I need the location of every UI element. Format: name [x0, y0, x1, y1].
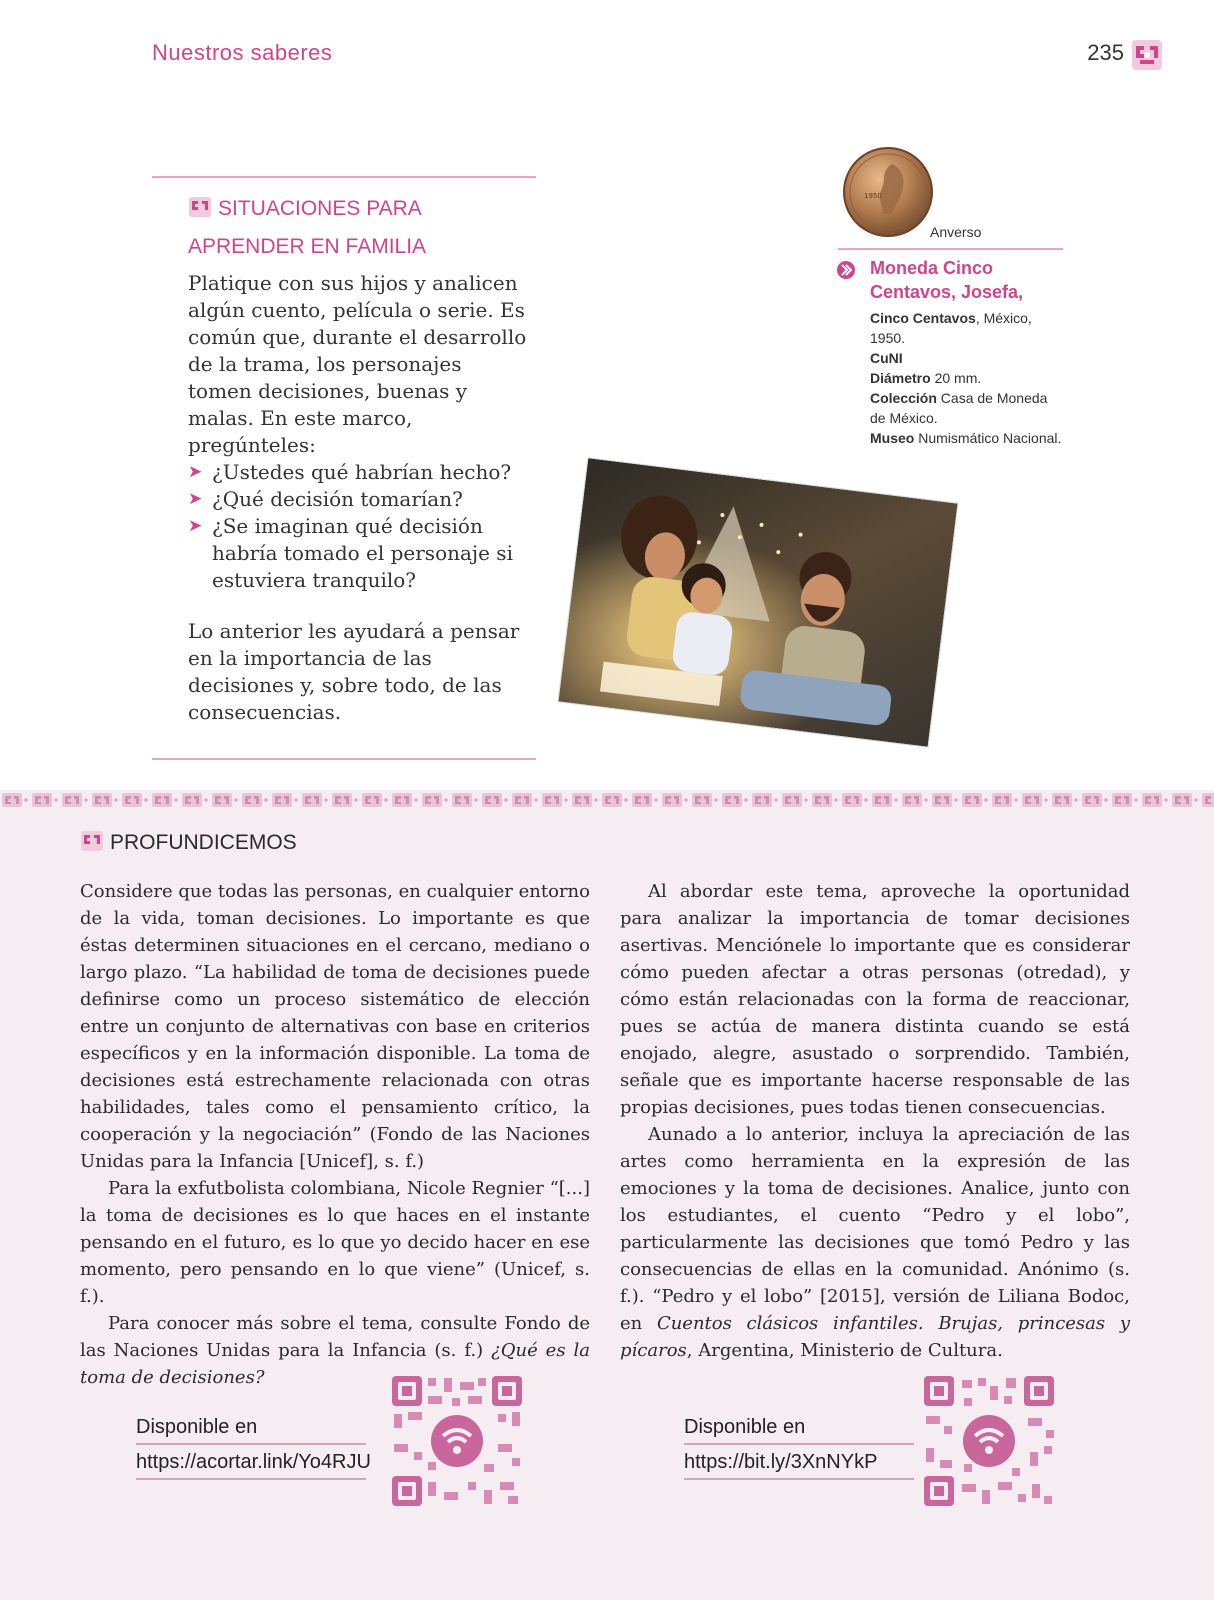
family-outro: Lo anterior les ayudará a pensar en la importancia de las decisiones y, sobre todo, de las consecuencias.	[188, 619, 520, 724]
question-text: ¿Ustedes qué habrían hecho?	[212, 460, 512, 484]
emblem-icon	[1130, 38, 1164, 72]
family-heading-line2: APRENDER EN FAMILIA	[188, 235, 427, 258]
reference-title: Cuentos clásicos infantiles. Brujas, princesas y pícaros	[620, 1313, 1130, 1361]
question-text: ¿Se imaginan qué decisión habría tomado el personaje si estuviera tranquilo?	[212, 514, 513, 592]
coin-diameter-label: Diámetro	[870, 370, 931, 386]
left-column	[80, 878, 590, 1391]
coin-collection-label: Colección	[870, 390, 937, 406]
paragraph-text: Para conocer más sobre el tema, consulte Fondo de las Naciones Unidas para la Infancia (s. f.)	[80, 1313, 590, 1361]
coin-museum-label: Museo	[870, 430, 915, 446]
ornament-border	[0, 790, 1214, 810]
right-column	[620, 878, 1130, 1364]
coin-image	[842, 146, 934, 238]
paragraph: Para la exfutbolista colombiana, Nicole Regnier “[...] la toma de decisiones es lo que haces en el instante pensando en el futuro, es lo que yo decido hacer en ese momento, pero pensando en lo que viene” (Unicef, s. f.).	[80, 1178, 590, 1307]
family-heading-line1: SITUACIONES PARA	[218, 197, 422, 220]
question-list	[188, 459, 528, 594]
family-heading	[188, 190, 528, 266]
qr-code-icon[interactable]	[388, 1372, 526, 1510]
list-item	[188, 513, 528, 594]
paragraph: Al abordar este tema, aproveche la oportunidad para analizar la importancia de tomar decisiones asertivas. Menciónele lo importante que es considerar cómo pueden afectar a otras personas (otredad), y cómo están relacionadas con la forma de reaccionar, pues se actúa de manera distinta cuando se está enojado, alegre, asustado o sorprendido. También, señale que es importante hacerse responsable de las propias decisiones, pues todas tienen consecuencias.	[620, 881, 1130, 1118]
section-title: Nuestros saberes	[152, 40, 333, 65]
coin-title: Moneda Cinco Centavos, Josefa,	[870, 258, 1024, 302]
coin-name: Cinco Centavos	[870, 310, 976, 326]
link-label: Disponible en	[684, 1416, 914, 1445]
paragraph	[620, 1121, 1130, 1364]
coin-collection: Casa de Moneda de México.	[870, 390, 1048, 426]
link-label: Disponible en	[136, 1416, 366, 1445]
link-url[interactable]: https://bit.ly/3XnNYkP	[684, 1445, 914, 1480]
family-body	[188, 270, 528, 726]
link-url[interactable]: https://acortar.link/Yo4RJU	[136, 1445, 366, 1480]
emblem-icon	[80, 830, 104, 852]
paragraph-text: , Argentina, Ministerio de Cultura.	[686, 1340, 1003, 1361]
family-photo-illustration	[558, 458, 957, 747]
list-item	[188, 459, 528, 486]
coin-details	[870, 308, 1066, 448]
family-intro: Platique con sus hijos y analicen algún cuento, película o serie. Es común que, durante el desarrollo de la trama, los personajes tomen decisiones, buenas y malas. En este marco, pregúnteles:	[188, 271, 527, 457]
qr-code-icon[interactable]	[920, 1372, 1058, 1510]
coin-diameter: 20 mm.	[930, 370, 982, 386]
coin-year: 1950	[864, 192, 882, 200]
coin-caption: Anverso	[930, 224, 982, 240]
chevron-right-icon: ➤	[188, 516, 203, 536]
family-photo	[558, 458, 957, 747]
coin-museum: Numismático Nacional.	[914, 430, 1062, 446]
coin-origin: , México, 1950.	[870, 310, 1032, 346]
deepen-heading	[80, 830, 297, 855]
divider	[838, 248, 1063, 250]
chevron-right-icon: ➤	[188, 462, 203, 482]
deepen-heading-text: PROFUNDICEMOS	[110, 831, 297, 854]
question-text: ¿Qué decisión tomarían?	[212, 487, 463, 511]
paragraph: Considere que todas las personas, en cualquier entorno de la vida, toman decisiones. Lo importante es que éstas determinen situaciones en el cercano, mediano o largo plazo. “La habilidad de toma de decisiones puede definirse como un proceso sistemático de elección entre un conjunto de alternativas con base en criterios específicos y en la información disponible. La toma de decisiones está estrechamente relacionada con otras habilidades, tales como el pensamiento crítico, la cooperación y la negociación” (Fondo de las Naciones Unidas para la Infancia [Unicef], s. f.)	[80, 881, 590, 1172]
page-number: 235	[1087, 40, 1124, 65]
chevron-circle-right-icon	[836, 260, 856, 280]
link-block	[136, 1416, 371, 1480]
chevron-right-icon: ➤	[188, 489, 203, 509]
link-block	[684, 1416, 914, 1480]
emblem-icon	[188, 196, 212, 218]
paragraph-text: Aunado a lo anterior, incluya la apreciación de las artes como herramienta en la expresión de las emociones y la toma de decisiones. Analice, junto con los estudiantes, el cuento “Pedro y el lobo”, particularmente las decisiones que tomó Pedro y las consecuencias de ellas en la comunidad. Anónimo (s. f.). “Pedro y el lobo” [2015], versión de Liliana Bodoc, en	[620, 1124, 1130, 1334]
family-activity-box	[152, 176, 536, 760]
reference-title: ¿Qué es la toma de decisiones?	[80, 1340, 590, 1388]
coin-metal: CuNI	[870, 350, 903, 366]
list-item	[188, 486, 528, 513]
